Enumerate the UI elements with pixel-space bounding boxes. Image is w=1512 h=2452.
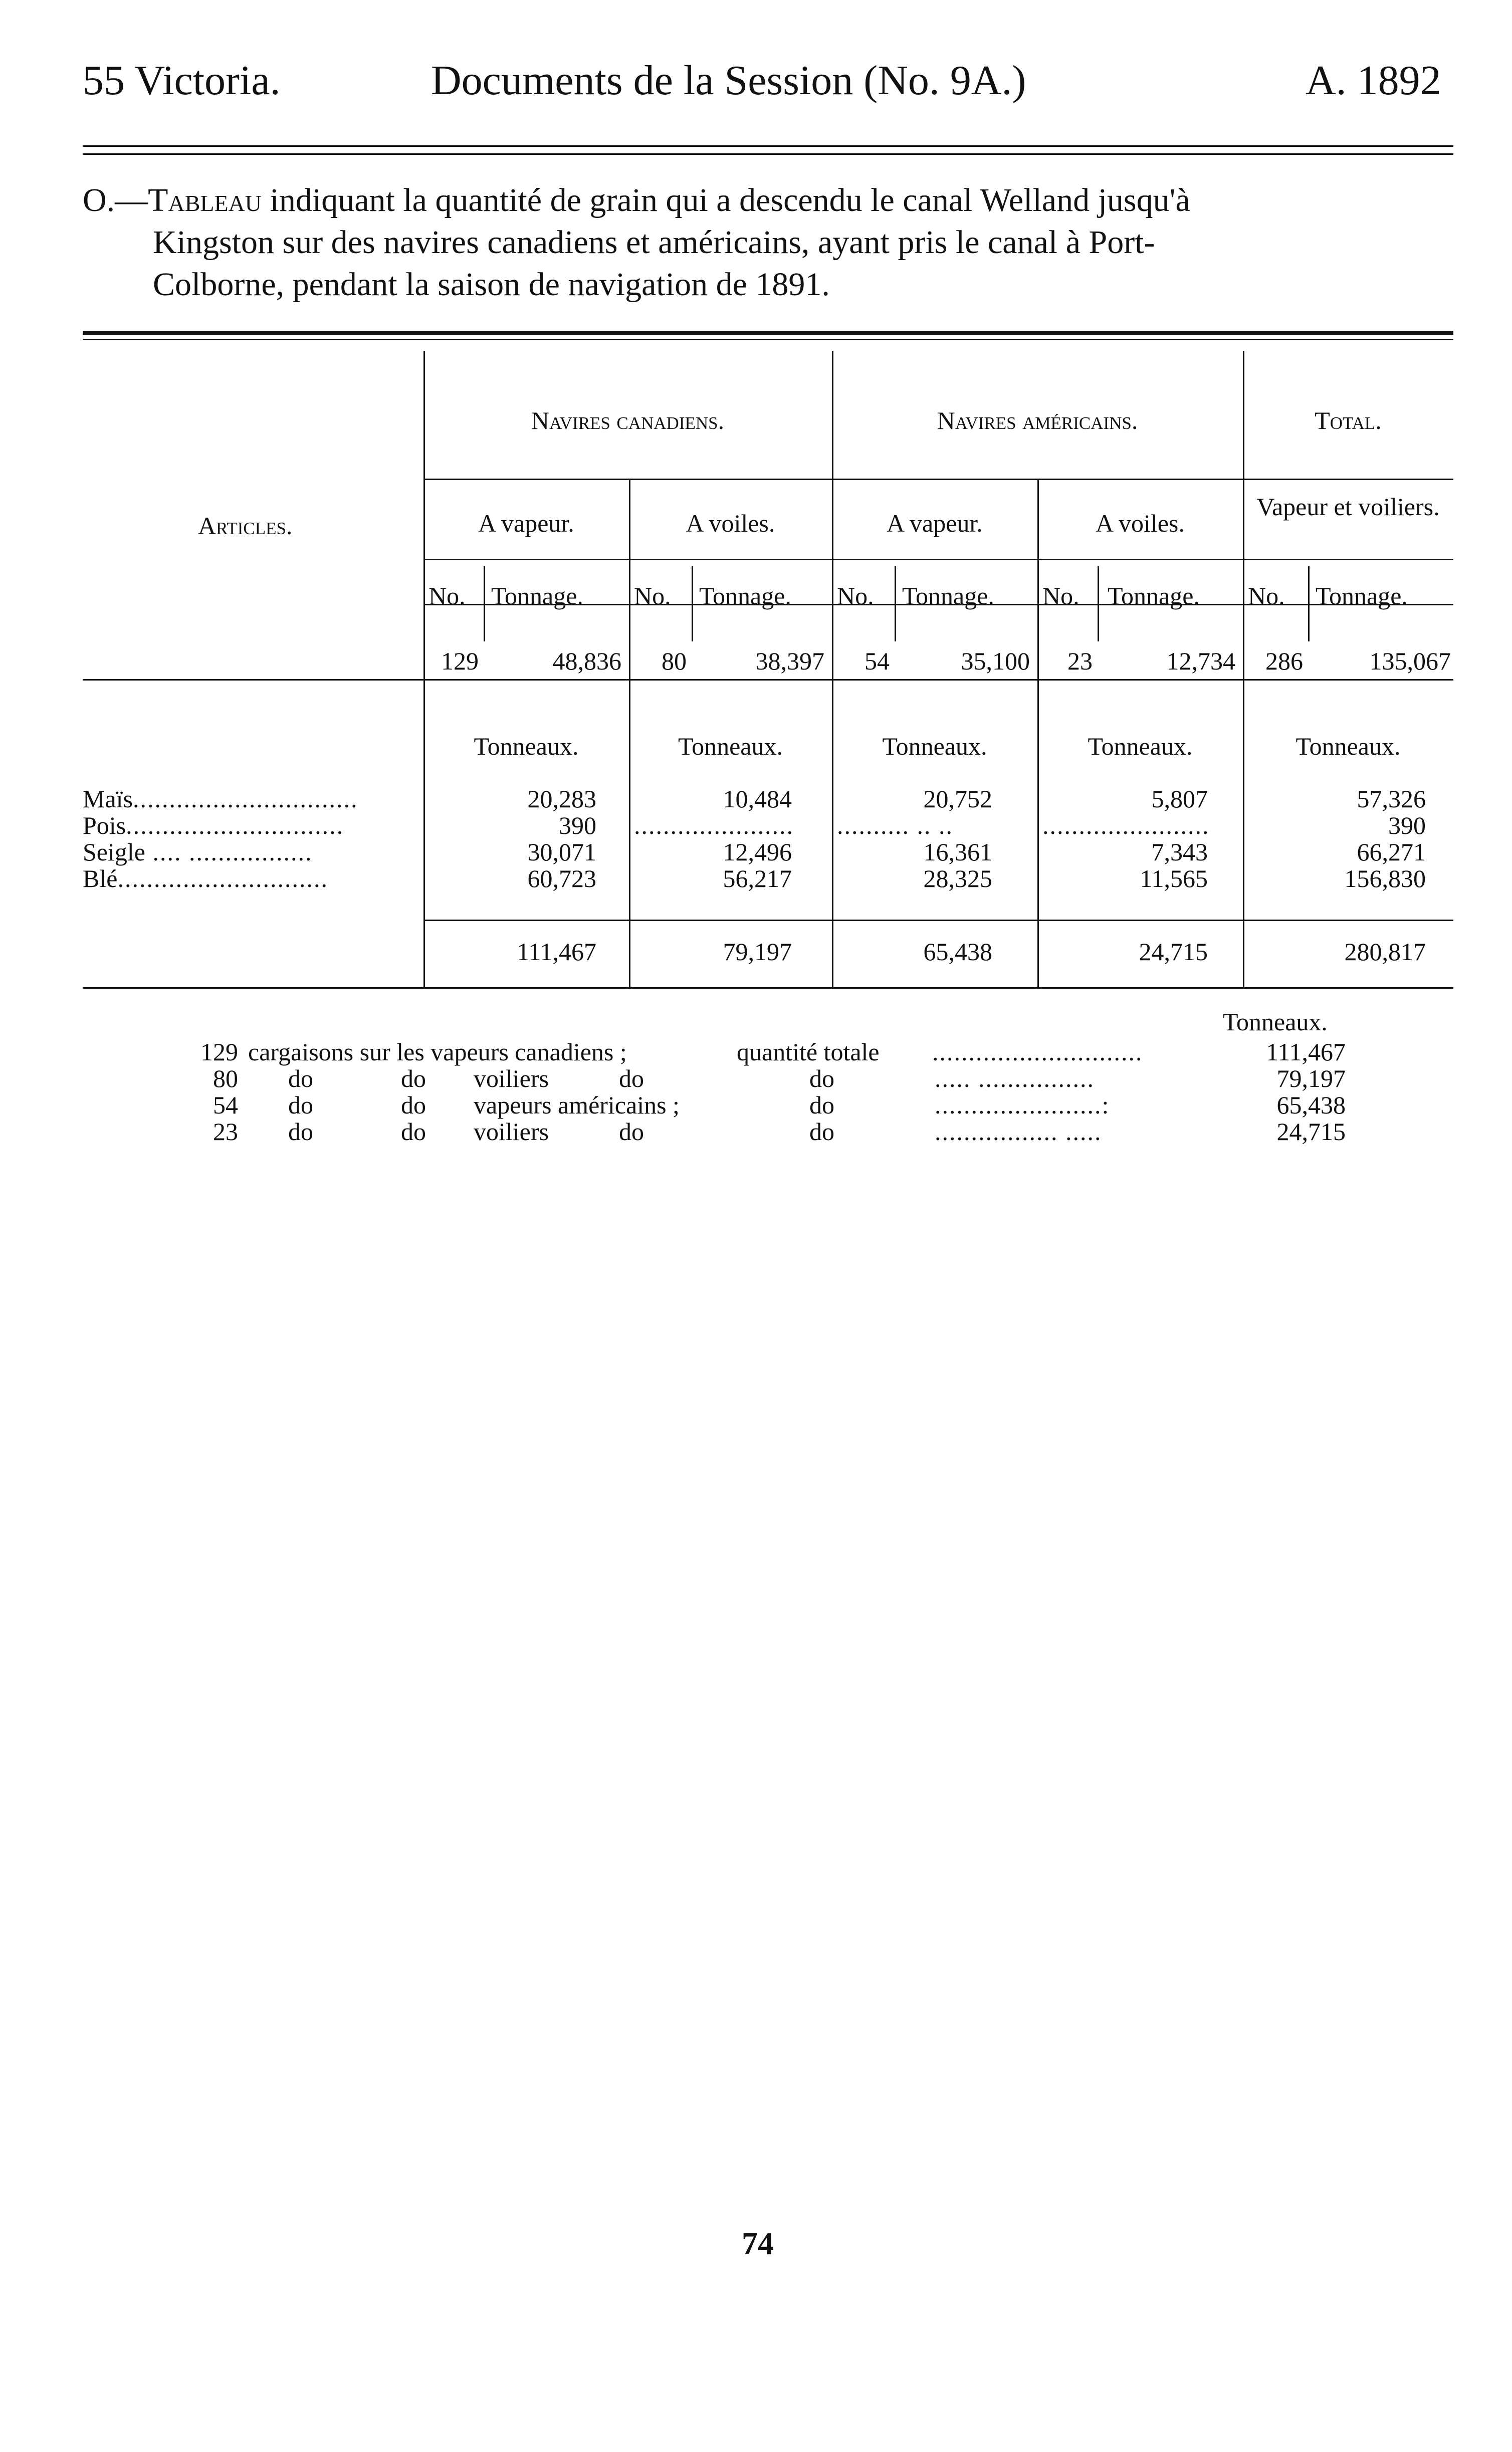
hline-before-sums	[423, 920, 1453, 921]
summary-leader-2: ..... ................	[935, 1064, 1095, 1092]
hline-groups	[423, 479, 1453, 480]
summary-do-4a: do	[288, 1118, 313, 1146]
summary-do-3d: do	[809, 1091, 834, 1119]
tonnage-label-3: Tonnage.	[902, 582, 994, 610]
pois-am-voiles-leader: .......................	[1042, 811, 1210, 839]
count-no-1: 129	[441, 647, 479, 675]
article-label-ble: Blé.............................	[83, 864, 328, 893]
summary-do-2b: do	[401, 1064, 426, 1092]
articles-header	[198, 511, 292, 540]
article-ble-text: Blé	[83, 864, 118, 893]
hline-table-bottom	[83, 987, 1453, 989]
mais-am-vapeur: 20,752	[923, 785, 992, 813]
summary-value-4: 24,715	[1276, 1118, 1346, 1146]
summary-count-4: 23	[213, 1118, 238, 1146]
running-header-year: A. 1892	[1306, 57, 1441, 104]
seigle-can-vapeur: 30,071	[527, 838, 596, 866]
summary-total-label-1: quantité totale	[737, 1038, 880, 1066]
summary-leader-4: ................. .....	[935, 1118, 1102, 1146]
summary-do-4c: do	[619, 1118, 644, 1146]
seigle-can-voiles: 12,496	[723, 838, 792, 866]
unit-label-4: Tonneaux.	[1088, 732, 1193, 760]
summary-desc-1: cargaisons sur les vapeurs canadiens ;	[248, 1038, 627, 1066]
mais-am-voiles: 5,807	[1151, 785, 1208, 813]
sum-can-voiles: 79,197	[723, 938, 792, 966]
caption-line-1-text: indiquant la quantité de grain qui a descendu le canal Welland jusqu'à	[262, 182, 1190, 218]
tonnage-label-2: Tonnage.	[699, 582, 791, 610]
running-header-title: Documents de la Session (No. 9A.)	[431, 57, 1026, 104]
mais-can-vapeur: 20,283	[527, 785, 596, 813]
summary-do-3a: do	[288, 1091, 313, 1119]
tonnage-label-5: Tonnage.	[1316, 582, 1408, 610]
sum-can-vapeur: 111,467	[517, 938, 596, 966]
article-seigle-text: Seigle	[83, 838, 145, 866]
summary-do-2d: do	[809, 1064, 834, 1092]
sub-header-am-vapeur: A vapeur.	[887, 509, 983, 537]
group-header-americains: Navires américains.	[937, 406, 1138, 434]
caption-line-2: Kingston sur des navires canadiens et américains, ayant pris le canal à Port-	[153, 224, 1155, 261]
article-label-pois: Pois..............................	[83, 811, 344, 839]
tonnage-label-1: Tonnage.	[491, 582, 583, 610]
summary-leader-1: .............................	[932, 1038, 1143, 1066]
count-tonnage-3: 35,100	[961, 647, 1030, 675]
count-tonnage-5: 135,067	[1369, 647, 1451, 675]
pois-can-voiles-leader: ......................	[634, 811, 794, 839]
seigle-total: 66,271	[1357, 838, 1426, 866]
summary-leader-3: .......................:	[935, 1091, 1110, 1119]
count-tonnage-2: 38,397	[755, 647, 824, 675]
ble-can-vapeur: 60,723	[527, 864, 596, 893]
sum-am-vapeur: 65,438	[923, 938, 992, 966]
group-header-total: Total.	[1315, 406, 1382, 434]
summary-do-2a: do	[288, 1064, 313, 1092]
hline-after-counts	[83, 679, 1453, 681]
summary-do-3b: do	[401, 1091, 426, 1119]
no-label-3: No.	[837, 582, 874, 610]
group-header-canadiens: Navires canadiens.	[531, 406, 725, 434]
summary-type-2: voiliers	[474, 1064, 549, 1092]
summary-do-4b: do	[401, 1118, 426, 1146]
header-rule-top	[83, 145, 1453, 147]
sum-total: 280,817	[1344, 938, 1426, 966]
caption-line-3: Colborne, pendant la saison de navigation de 1891.	[153, 266, 830, 303]
caption-rule-thick	[83, 331, 1453, 335]
article-label-mais: Maïs...............................	[83, 785, 358, 813]
seigle-am-vapeur: 16,361	[923, 838, 992, 866]
page-number: 74	[742, 2225, 774, 2261]
unit-label-5: Tonneaux.	[1295, 732, 1401, 760]
table-caption	[83, 179, 1456, 306]
mais-can-voiles: 10,484	[723, 785, 792, 813]
ble-total: 156,830	[1344, 864, 1426, 893]
summary-do-2c: do	[619, 1064, 644, 1092]
count-tonnage-4: 12,734	[1166, 647, 1235, 675]
articles-header-text: Articles.	[198, 512, 293, 540]
pois-total: 390	[1388, 811, 1426, 839]
article-mais-text: Maïs	[83, 785, 133, 813]
summary-count-3: 54	[213, 1091, 238, 1119]
summary-count-1: 129	[200, 1038, 238, 1066]
caption-smallcaps: Tableau	[148, 182, 262, 218]
article-label-seigle: Seigle .... .................	[83, 838, 313, 866]
unit-label-1: Tonneaux.	[474, 732, 579, 760]
sub-header-total: Vapeur et voiliers.	[1256, 493, 1440, 521]
caption-line-1	[83, 179, 1456, 221]
summary-type-3: vapeurs américains ;	[474, 1091, 680, 1119]
count-no-4: 23	[1067, 647, 1093, 675]
article-pois-text: Pois	[83, 811, 126, 839]
count-no-3: 54	[865, 647, 890, 675]
summary-type-4: voiliers	[474, 1118, 549, 1146]
sub-header-can-vapeur: A vapeur.	[478, 509, 574, 537]
summary-do-4d: do	[809, 1118, 834, 1146]
count-tonnage-1: 48,836	[552, 647, 621, 675]
sub-header-am-voiles: A voiles.	[1096, 509, 1185, 537]
sub-header-can-voiles: A voiles.	[686, 509, 775, 537]
no-label-4: No.	[1042, 582, 1079, 610]
ble-am-vapeur: 28,325	[923, 864, 992, 893]
summary-value-1: 111,467	[1266, 1038, 1346, 1066]
mais-total: 57,326	[1357, 785, 1426, 813]
unit-label-2: Tonneaux.	[678, 732, 783, 760]
no-label-5: No.	[1248, 582, 1285, 610]
no-label-1: No.	[428, 582, 466, 610]
hline-subs	[423, 559, 1453, 560]
count-no-2: 80	[662, 647, 687, 675]
no-label-2: No.	[634, 582, 671, 610]
summary-value-3: 65,438	[1276, 1091, 1346, 1119]
header-rule-bottom	[83, 153, 1453, 155]
pois-can-vapeur: 390	[559, 811, 596, 839]
ble-can-voiles: 56,217	[723, 864, 792, 893]
pois-am-vapeur-leader: .......... .. ..	[837, 811, 953, 839]
caption-prefix: O.—	[83, 182, 148, 218]
caption-rule-thin	[83, 339, 1453, 340]
summary-unit-label: Tonneaux.	[1223, 1008, 1328, 1036]
running-header-volume: 55 Victoria.	[83, 57, 281, 104]
seigle-am-voiles: 7,343	[1151, 838, 1208, 866]
tonnage-label-4: Tonnage.	[1108, 582, 1200, 610]
count-no-5: 286	[1265, 647, 1303, 675]
summary-count-2: 80	[213, 1064, 238, 1092]
ble-am-voiles: 11,565	[1140, 864, 1208, 893]
unit-label-3: Tonneaux.	[882, 732, 987, 760]
sum-am-voiles: 24,715	[1139, 938, 1208, 966]
summary-value-2: 79,197	[1276, 1064, 1346, 1092]
